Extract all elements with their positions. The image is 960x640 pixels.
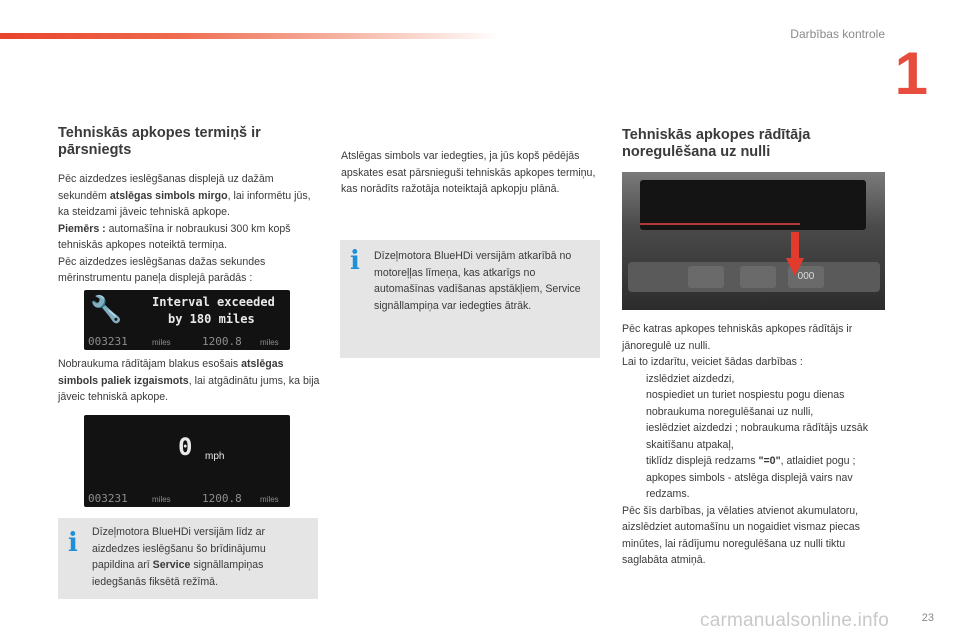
display-trip-unit: miles: [260, 338, 279, 347]
display-message-line2: by 180 miles: [168, 312, 255, 326]
info-text-left: Dīzeļmotora BlueHDi versijām līdz ar aizdedzes ieslēgšanu šo brīdinājumu papildina arī Service signāllampiņas iedegšanās fiksētā režīmā.: [92, 526, 266, 588]
step-2: nospiediet un turiet nospiestu pogu dienas nobraukuma noregulēšanai uz nulli,: [646, 389, 845, 418]
middle-column: [341, 148, 603, 198]
right-paragraph-3: Pēc šīs darbības, ja vēlaties atvienot akumulatoru, aizslēdziet automašīnu un nogaidiet vismaz piecas minūtes, lai rādījumu noregulēšana uz nulli tiktu saglabāta atmiņā.: [622, 504, 860, 566]
left-heading: Tehniskās apkopes termiņš ir pārsniegts: [58, 125, 261, 158]
display-trip: 1200.8: [202, 335, 242, 348]
photo-button-3: 000: [788, 266, 824, 288]
left-paragraph-3: Pēc aizdedzes ieslēgšanas dažas sekundes mērinstrumentu paneļa displejā parādās :: [58, 255, 266, 284]
page-number: 23: [921, 612, 934, 624]
dashboard-photo: [622, 172, 885, 310]
photo-screen-line: [640, 223, 800, 225]
display-message-line1: Interval exceeded: [152, 295, 275, 309]
info-box-middle: [340, 240, 600, 358]
info-icon: i: [350, 246, 360, 276]
photo-screen: [640, 180, 866, 230]
left-paragraph-2: Piemērs : automašīna ir nobraukusi 300 km kopš tehniskās apkopes noteiktā termiņa.: [58, 222, 291, 251]
watermark: carmanualsonline.info: [700, 610, 890, 631]
right-paragraph-2: Lai to izdarītu, veiciet šādas darbības :: [622, 356, 803, 368]
wrench-icon: 🔧: [90, 294, 123, 324]
left-paragraph-4: Nobraukuma rādītājam blakus esošais atslēgas simbols paliek izgaismots, lai atgādinātu jums, ka bija jāveic tehniskā apkope.: [58, 358, 320, 403]
photo-button-bar: [628, 262, 880, 292]
photo-button-2: [740, 266, 776, 288]
arrow-shaft: [791, 232, 799, 260]
arrow-head: [786, 258, 804, 276]
display-odometer-unit: miles: [152, 495, 171, 504]
step-4: tiklīdz displejā redzams "=0", atlaidiet pogu ; apkopes simbols - atslēga displejā vairs nav redzams.: [646, 455, 856, 500]
right-column-heading-area: [622, 127, 887, 161]
chapter-number: 1: [894, 40, 928, 107]
display-trip-unit: miles: [260, 495, 279, 504]
dashboard-display-speed: [84, 415, 290, 507]
step-1: izslēdziet aizdedzi,: [646, 372, 735, 385]
display-odometer: 003231: [88, 492, 128, 505]
left-paragraph-1: Pēc aizdedzes ieslēgšanas displejā uz dažām sekundēm atslēgas simbols mirgo, lai informētu jūs, ka steidzami jāveic tehniskā apkope.: [58, 173, 311, 218]
photo-button-1: [688, 266, 724, 288]
display-speed: 0: [178, 433, 193, 461]
dashboard-display-interval-exceeded: [84, 290, 290, 350]
left-column: [58, 125, 320, 287]
right-column-text: [622, 321, 887, 569]
info-box-left: [58, 518, 318, 599]
right-heading: Tehniskās apkopes rādītāja noregulēšana uz nulli: [622, 127, 811, 160]
display-odometer: 003231: [88, 335, 128, 348]
section-title: Darbības kontrole: [790, 27, 885, 41]
right-paragraph-1: Pēc katras apkopes tehniskās apkopes rādītājs ir jānoregulē uz nulli.: [622, 323, 853, 352]
header-accent-bar: [0, 33, 500, 39]
display-trip: 1200.8: [202, 492, 242, 505]
left-column-middle: [58, 356, 320, 406]
red-arrow-icon: [786, 232, 804, 276]
info-text-middle: Dīzeļmotora BlueHDi versijām atkarībā no motoreļļas līmeņa, kas atkarīgs no automašīnas vadīšanas apstākļiem, Service signāllampiņa var iedegties ātrāk.: [374, 250, 581, 312]
display-odometer-unit: miles: [152, 338, 171, 347]
middle-paragraph-1: Atslēgas simbols var iedegties, ja jūs kopš pēdējās apskates esat pārsnieguši tehniskās apkopes termiņu, kas norādīts ražotāja noteiktajā apkopju plānā.: [341, 150, 596, 195]
step-3: ieslēdziet aizdedzi ; nobraukuma rādītājs uzsāk skaitīšanu atpakaļ,: [646, 422, 868, 451]
info-icon: i: [68, 528, 78, 558]
display-speed-unit: mph: [205, 451, 225, 462]
